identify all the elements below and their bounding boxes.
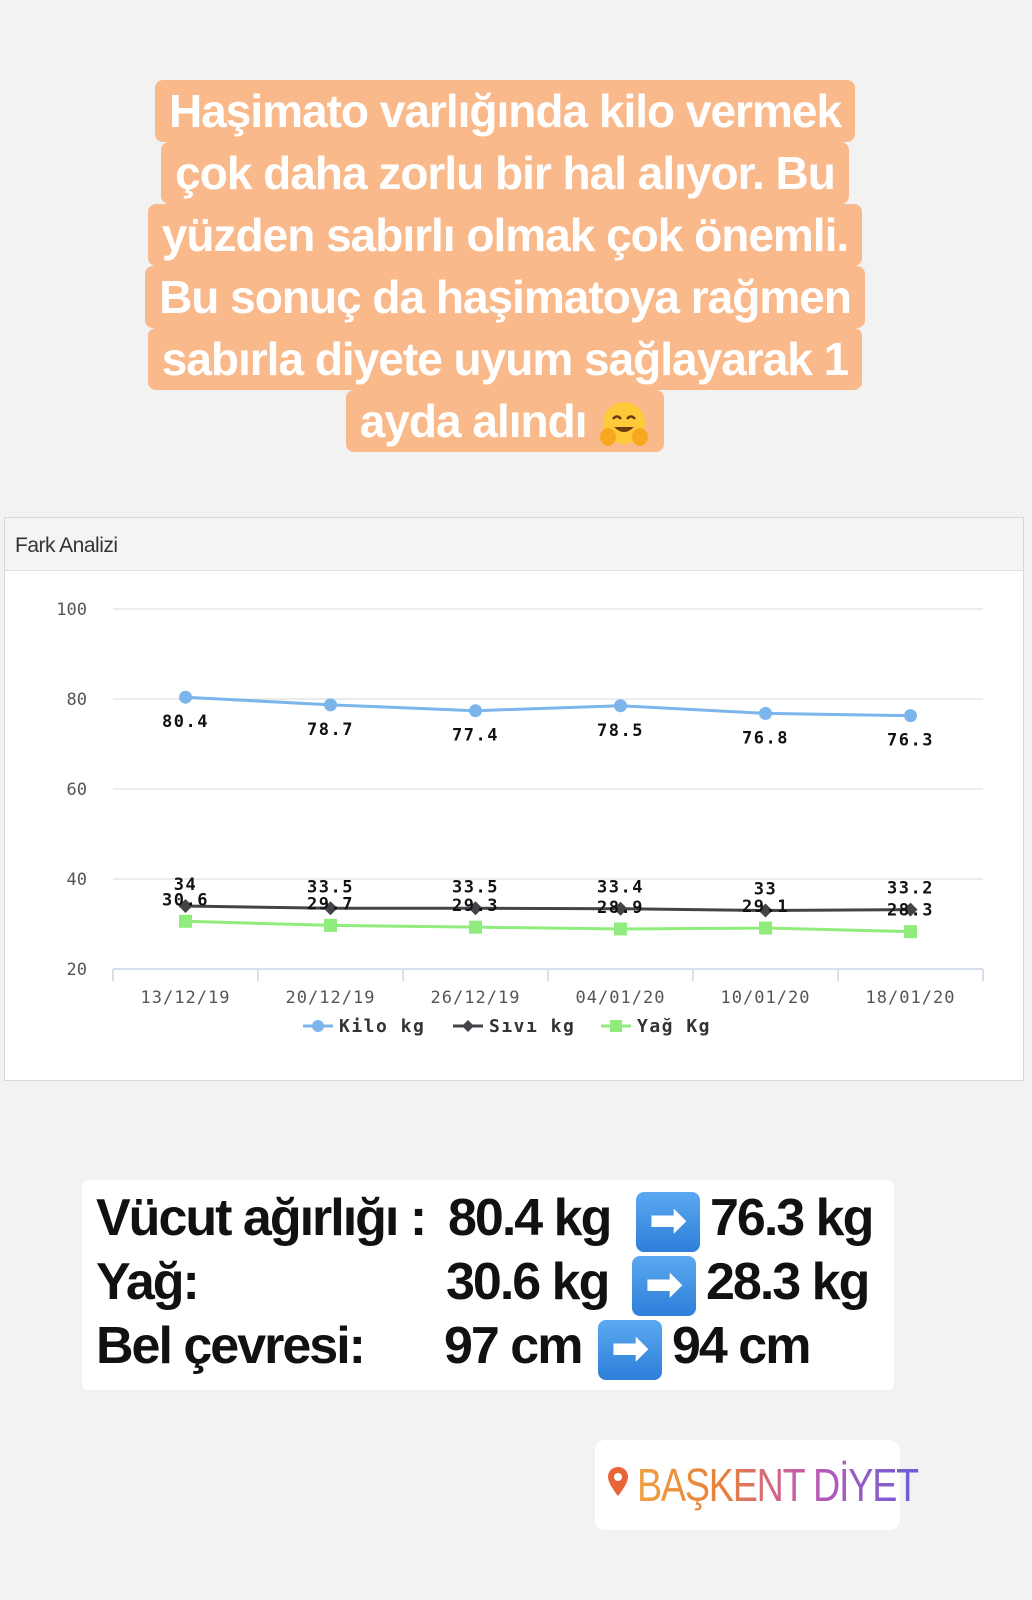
data-point: [904, 709, 917, 722]
legend-label: Yağ Kg: [637, 1016, 712, 1037]
legend-label: Sıvı kg: [489, 1016, 576, 1037]
legend-marker: [312, 1020, 324, 1032]
series-line-2: [186, 906, 911, 911]
series-line-3: [186, 921, 911, 931]
right-arrow-icon: ➡: [632, 1256, 696, 1316]
stats-from: 30.6 kg: [446, 1253, 609, 1311]
legend-marker: [462, 1020, 474, 1032]
caption-last-line: [346, 390, 665, 452]
stats-to: 76.3 kg: [710, 1189, 873, 1247]
stats-from: 97 cm: [444, 1317, 582, 1375]
caption-line: sabırla diyete uyum sağlayarak 1: [148, 328, 863, 390]
caption-line: yüzden sabırlı olmak çok önemli.: [148, 204, 862, 266]
caption-line: Bu sonuç da haşimatoya rağmen: [145, 266, 865, 328]
location-pin-icon: [607, 1466, 629, 1498]
y-tick-label: 80: [66, 690, 87, 710]
caption-sticker: [120, 80, 890, 452]
x-tick-label: 20/12/19: [285, 988, 376, 1008]
data-point: [469, 921, 482, 934]
data-label: 77.4: [452, 725, 499, 746]
x-tick-label: 04/01/20: [575, 988, 666, 1008]
stats-summary: [82, 1180, 894, 1390]
caption-line: Haşimato varlığında kilo vermek: [155, 80, 855, 142]
data-label: 80.4: [162, 712, 209, 733]
data-point: [759, 707, 772, 720]
stats-label: Yağ:: [96, 1253, 198, 1311]
stats-label: Vücut ağırlığı :: [96, 1189, 426, 1247]
legend-label: Kilo kg: [339, 1016, 426, 1037]
caption-line-text: ayda alındı: [359, 395, 587, 447]
data-point: [179, 915, 192, 928]
x-tick-label: 26/12/19: [430, 988, 521, 1008]
data-label: 33: [753, 879, 778, 900]
data-label: 33.4: [597, 877, 644, 898]
data-label: 76.3: [887, 730, 934, 751]
y-tick-label: 60: [66, 780, 87, 800]
data-label: 33.5: [452, 877, 499, 898]
data-point: [324, 919, 337, 932]
data-label: 29.1: [742, 897, 789, 918]
data-point: [614, 699, 627, 712]
data-point: [469, 704, 482, 717]
data-label: 34: [173, 875, 198, 895]
stats-from: 80.4 kg: [448, 1189, 611, 1247]
y-tick-label: 20: [66, 960, 87, 980]
data-label: 28.9: [597, 897, 644, 918]
x-tick-label: 10/01/20: [720, 988, 811, 1008]
data-label: 78.7: [307, 719, 354, 740]
stats-to: 28.3 kg: [706, 1253, 869, 1311]
stats-to: 94 cm: [672, 1317, 810, 1375]
data-label: 29.7: [307, 894, 354, 915]
caption-line: çok daha zorlu bir hal alıyor. Bu: [161, 142, 849, 204]
series-line-1: [186, 697, 911, 715]
y-tick-label: 100: [56, 600, 87, 620]
panel-title: Fark Analizi: [15, 534, 118, 557]
location-label: BAŞKENT DİYET: [637, 1459, 918, 1511]
legend-marker: [610, 1020, 622, 1032]
y-tick-label: 40: [66, 870, 87, 890]
right-arrow-icon: ➡: [598, 1320, 662, 1380]
x-tick-label: 18/01/20: [865, 988, 956, 1008]
data-point: [324, 698, 337, 711]
data-label: 33.2: [887, 878, 934, 899]
data-label: 33.5: [307, 877, 354, 898]
data-label: 76.8: [742, 728, 789, 749]
data-label: 28.3: [887, 900, 934, 921]
x-tick-label: 13/12/19: [140, 988, 231, 1008]
data-point: [179, 691, 192, 704]
right-arrow-icon: ➡: [636, 1192, 700, 1252]
stats-label: Bel çevresi:: [96, 1317, 364, 1375]
line-chart: [5, 571, 1023, 1079]
location-sticker[interactable]: [595, 1440, 918, 1530]
data-label: 78.5: [597, 720, 644, 741]
data-label: 29.3: [452, 896, 499, 917]
data-point: [759, 922, 772, 935]
hugging-face-emoji-icon: [598, 399, 650, 451]
chart-panel: [4, 517, 1024, 1081]
data-point: [614, 922, 627, 935]
data-label: 30.6: [162, 890, 209, 911]
panel-header: [5, 518, 1023, 571]
data-point: [904, 925, 917, 938]
